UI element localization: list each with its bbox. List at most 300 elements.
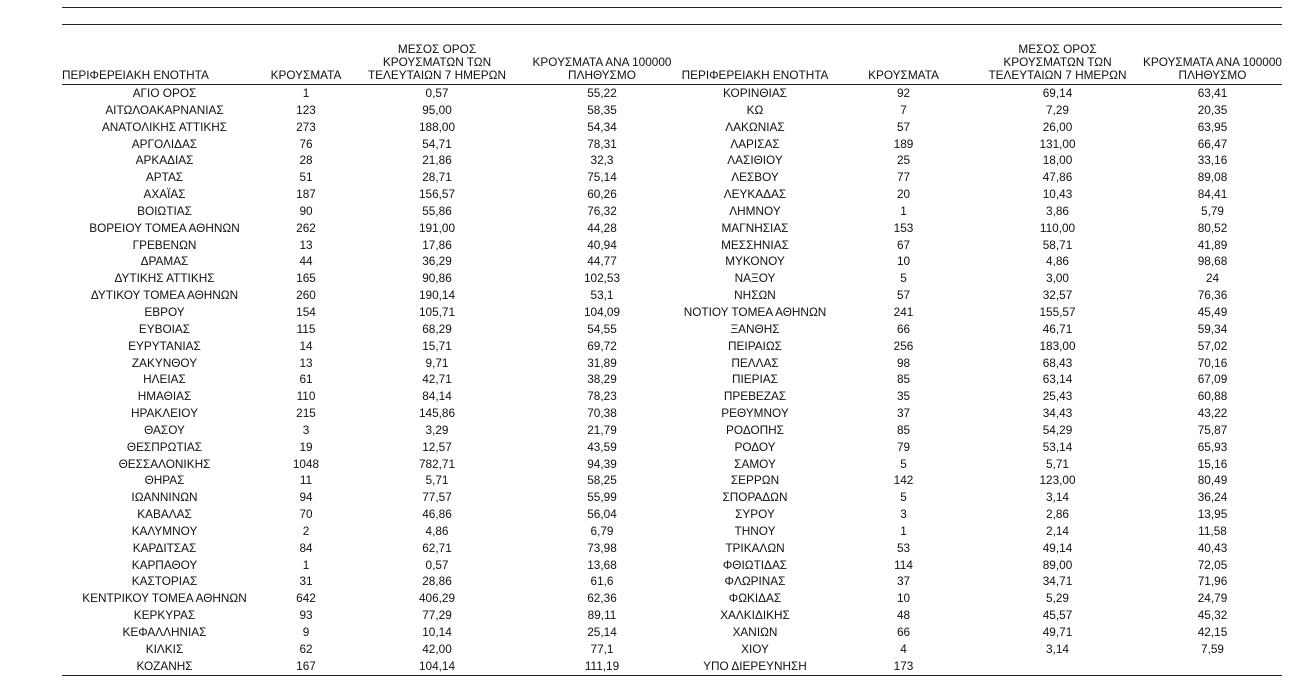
left-region-name-cell: ΘΗΡΑΣ — [144, 473, 185, 488]
left-avg-7day-cell: 406,29 — [418, 591, 456, 606]
left-cases-per-100k-cell: 94,39 — [587, 456, 617, 471]
table-row — [62, 355, 1282, 372]
right-cases-cell: 173 — [893, 658, 914, 673]
left-avg-7day-cell: 104,14 — [418, 658, 456, 673]
right-cases-cell: 57 — [896, 119, 911, 134]
right-region-name-cell: ΣΕΡΡΩΝ — [730, 473, 780, 488]
left-avg-7day-cell: 15,71 — [422, 338, 452, 353]
right-avg-7day-cell: 5,71 — [1046, 456, 1069, 471]
header-avg-right: ΜΕΣΟΣ ΟΡΟΣ ΚΡΟΥΣΜΑΤΩΝ ΤΩΝ ΤΕΛΕΥΤΑΙΩΝ 7 ΗΜΕΡΩΝ — [972, 26, 1143, 85]
left-avg-7day-cell: 77,29 — [422, 608, 452, 623]
left-region-name-cell: ΚΕΝΤΡΙΚΟΥ ΤΟΜΕΑ ΑΘΗΝΩΝ — [82, 591, 247, 606]
right-avg-7day-cell: 47,86 — [1042, 170, 1073, 185]
table-row — [62, 641, 1282, 658]
right-cases-per-100k-cell: 13,95 — [1197, 507, 1228, 522]
right-cases-cell: 153 — [893, 220, 914, 235]
left-cases-cell: 115 — [296, 321, 316, 336]
table-row — [62, 540, 1282, 557]
table-row — [62, 270, 1282, 287]
right-cases-per-100k-cell: 20,35 — [1197, 102, 1228, 117]
left-cases-per-100k-cell: 40,94 — [587, 237, 617, 252]
table-row — [62, 321, 1282, 338]
right-cases-cell: 57 — [896, 288, 911, 303]
table-row — [62, 658, 1282, 675]
table-row — [62, 388, 1282, 405]
left-cases-per-100k-cell: 13,68 — [587, 557, 617, 572]
right-cases-per-100k-cell: 57,02 — [1197, 338, 1228, 353]
right-cases-per-100k-cell: 84,41 — [1197, 187, 1228, 202]
right-cases-cell: 3 — [900, 507, 907, 522]
table-row — [62, 169, 1282, 186]
table-row — [62, 472, 1282, 489]
right-region-name-cell: ΛΕΥΚΑΔΑΣ — [723, 187, 787, 202]
right-avg-7day-cell: 63,14 — [1042, 372, 1073, 387]
left-cases-cell: 31 — [299, 574, 313, 589]
left-avg-7day-cell: 12,57 — [422, 439, 452, 454]
right-cases-cell: 48 — [896, 608, 911, 623]
right-cases-per-100k-cell: 43,22 — [1197, 406, 1228, 421]
right-region-name-cell: ΡΕΘΥΜΝΟΥ — [721, 406, 789, 421]
left-cases-cell: 90 — [299, 203, 313, 218]
right-cases-cell: 5 — [900, 456, 907, 471]
header-region-left: ΠΕΡΙΦΕΡΕΙΑΚΗ ΕΝΟΤΗΤΑ — [62, 26, 267, 85]
bottom-rule — [62, 675, 1282, 676]
table-row — [62, 203, 1282, 220]
left-cases-cell: 187 — [296, 187, 316, 202]
left-avg-7day-cell: 4,86 — [425, 523, 449, 538]
left-avg-7day-cell: 68,29 — [422, 321, 452, 336]
left-cases-per-100k-cell: 31,89 — [587, 355, 617, 370]
left-region-name-cell: ΘΕΣΣΑΛΟΝΙΚΗΣ — [118, 456, 211, 471]
right-cases-cell: 142 — [893, 473, 914, 488]
left-cases-per-100k-cell: 58,35 — [587, 102, 617, 117]
right-cases-per-100k-cell: 33,16 — [1197, 153, 1228, 168]
right-cases-cell: 66 — [896, 321, 911, 336]
left-cases-per-100k-cell: 69,72 — [587, 338, 617, 353]
left-avg-7day-cell: 105,71 — [418, 304, 456, 319]
table-row — [62, 557, 1282, 574]
right-avg-7day-cell: 34,71 — [1042, 574, 1073, 589]
table-row — [62, 489, 1282, 506]
left-cases-per-100k-cell: 104,09 — [583, 304, 621, 319]
right-avg-7day-cell: 25,43 — [1042, 389, 1073, 404]
right-cases-per-100k-cell: 75,87 — [1197, 422, 1228, 437]
left-region-name-cell: ΔΥΤΙΚΟΥ ΤΟΜΕΑ ΑΘΗΝΩΝ — [90, 288, 239, 303]
left-avg-7day-cell: 21,86 — [422, 153, 452, 168]
table-row — [62, 119, 1282, 136]
right-cases-cell: 1 — [900, 523, 907, 538]
table-row — [62, 85, 1282, 102]
left-cases-cell: 93 — [299, 608, 313, 623]
left-cases-per-100k-cell: 77,1 — [590, 641, 614, 656]
right-cases-cell: 1 — [900, 203, 907, 218]
right-avg-7day-cell: 2,14 — [1046, 523, 1069, 538]
left-region-name-cell: ΚΑΡΔΙΤΣΑΣ — [132, 540, 197, 555]
right-region-name-cell: ΥΠΟ ΔΙΕΡΕΥΝΗΣΗ — [703, 658, 807, 673]
right-region-name-cell: ΤΡΙΚΑΛΩΝ — [725, 540, 785, 555]
left-cases-cell: 11 — [299, 473, 313, 488]
right-cases-cell: 114 — [894, 557, 913, 572]
left-cases-per-100k-cell: 6,79 — [590, 523, 614, 538]
right-region-name-cell: ΧΙΟΥ — [741, 641, 769, 656]
right-cases-cell: 37 — [896, 574, 911, 589]
left-cases-per-100k-cell: 78,23 — [587, 389, 617, 404]
left-region-name-cell: ΚΑΒΑΛΑΣ — [137, 507, 192, 522]
right-avg-7day-cell: 45,57 — [1042, 608, 1073, 623]
table-row — [62, 573, 1282, 590]
header-row — [62, 26, 1282, 85]
left-region-name-cell: ΑΓΙΟ ΟΡΟΣ — [132, 86, 197, 100]
left-region-name-cell: ΗΡΑΚΛΕΙΟΥ — [131, 406, 198, 421]
left-cases-per-100k-cell: 62,36 — [587, 591, 617, 606]
right-cases-cell: 241 — [893, 304, 914, 319]
left-region-name-cell: ΚΑΣΤΟΡΙΑΣ — [131, 574, 198, 589]
header-cases-left: ΚΡΟΥΣΜΑΤΑ — [267, 26, 345, 85]
left-cases-cell: 13 — [299, 355, 313, 370]
left-region-name-cell: ΒΟΙΩΤΙΑΣ — [137, 203, 192, 218]
left-region-name-cell: ΗΜΑΘΙΑΣ — [137, 389, 192, 404]
left-avg-7day-cell: 55,86 — [422, 203, 452, 218]
table-row — [62, 371, 1282, 388]
left-avg-7day-cell: 0,57 — [425, 557, 449, 572]
left-avg-7day-cell: 188,00 — [418, 119, 456, 134]
right-avg-7day-cell: 53,14 — [1042, 439, 1073, 454]
right-avg-7day-cell: 131,00 — [1039, 136, 1076, 151]
left-cases-per-100k-cell: 56,04 — [587, 507, 617, 522]
table-row — [62, 152, 1282, 169]
right-cases-per-100k-cell: 98,68 — [1197, 254, 1228, 269]
right-cases-per-100k-cell: 63,41 — [1197, 86, 1228, 100]
right-cases-cell: 92 — [896, 86, 911, 100]
right-avg-7day-cell: 34,43 — [1042, 406, 1073, 421]
table-body — [62, 85, 1282, 675]
right-region-name-cell: ΦΛΩΡΙΝΑΣ — [724, 574, 786, 589]
left-avg-7day-cell: 191,00 — [418, 220, 456, 235]
left-region-name-cell: ΘΑΣΟΥ — [144, 422, 185, 437]
right-region-name-cell: ΠΙΕΡΙΑΣ — [732, 372, 778, 387]
right-region-name-cell: ΛΕΣΒΟΥ — [731, 170, 779, 185]
right-region-name-cell: ΛΑΚΩΝΙΑΣ — [725, 119, 785, 134]
left-region-name-cell: ΑΧΑΪΑΣ — [143, 187, 186, 202]
left-avg-7day-cell: 28,71 — [422, 170, 452, 185]
left-cases-per-100k-cell: 70,38 — [587, 406, 617, 421]
left-region-name-cell: ΚΟΖΑΝΗΣ — [136, 658, 193, 673]
left-cases-cell: 123 — [296, 102, 316, 117]
table-row — [62, 523, 1282, 540]
left-cases-per-100k-cell: 75,14 — [587, 170, 617, 185]
right-cases-cell: 20 — [896, 187, 911, 202]
right-avg-7day-cell: 183,00 — [1039, 338, 1076, 353]
right-region-name-cell: ΡΟΔΟΥ — [734, 439, 776, 454]
left-avg-7day-cell: 28,86 — [422, 574, 452, 589]
right-avg-7day-cell: 89,00 — [1042, 557, 1073, 572]
left-cases-cell: 44 — [299, 254, 313, 269]
right-cases-cell: 37 — [896, 406, 911, 421]
left-region-name-cell: ΕΒΡΟΥ — [144, 304, 185, 319]
right-avg-7day-cell: 3,00 — [1046, 271, 1069, 286]
right-cases-per-100k-cell: 41,89 — [1197, 237, 1228, 252]
left-avg-7day-cell: 90,86 — [422, 271, 452, 286]
left-cases-cell: 1048 — [292, 456, 320, 471]
left-avg-7day-cell: 54,71 — [422, 136, 452, 151]
right-avg-7day-cell: 110,00 — [1039, 220, 1076, 235]
table-row — [62, 590, 1282, 607]
right-cases-per-100k-cell: 45,32 — [1197, 608, 1228, 623]
left-cases-per-100k-cell: 55,22 — [587, 86, 617, 100]
right-cases-per-100k-cell: 76,36 — [1197, 288, 1228, 303]
left-cases-cell: 28 — [299, 153, 313, 168]
right-avg-7day-cell: 26,00 — [1042, 119, 1073, 134]
right-cases-per-100k-cell: 24 — [1205, 271, 1220, 286]
left-cases-per-100k-cell: 89,11 — [587, 608, 617, 623]
right-cases-per-100k-cell: 80,49 — [1197, 473, 1228, 488]
left-avg-7day-cell: 95,00 — [422, 102, 452, 117]
right-region-name-cell: ΞΑΝΘΗΣ — [730, 321, 780, 336]
left-region-name-cell: ΕΥΡΥΤΑΝΙΑΣ — [128, 338, 201, 353]
left-cases-per-100k-cell: 21,79 — [587, 422, 617, 437]
right-avg-7day-cell: 69,14 — [1042, 86, 1073, 100]
left-region-name-cell: ΗΛΕΙΑΣ — [143, 372, 186, 387]
right-avg-7day-cell: 4,86 — [1046, 254, 1069, 269]
right-region-name-cell: ΧΑΝΙΩΝ — [732, 625, 778, 639]
right-cases-per-100k-cell: 65,93 — [1197, 439, 1228, 454]
left-cases-cell: 51 — [299, 170, 313, 185]
right-avg-7day-cell: 46,71 — [1042, 321, 1073, 336]
right-cases-cell: 256 — [893, 338, 914, 353]
left-avg-7day-cell: 77,57 — [422, 490, 452, 505]
left-avg-7day-cell: 9,71 — [425, 355, 449, 370]
table-row — [62, 506, 1282, 523]
right-region-name-cell: ΠΡΕΒΕΖΑΣ — [723, 389, 787, 404]
left-cases-per-100k-cell: 102,53 — [583, 271, 621, 286]
left-avg-7day-cell: 36,29 — [422, 254, 452, 269]
left-cases-cell: 642 — [296, 591, 316, 606]
table-row — [62, 624, 1282, 641]
right-cases-per-100k-cell: 7,59 — [1201, 641, 1224, 656]
right-region-name-cell: ΦΩΚΙΔΑΣ — [728, 591, 782, 606]
header-region-right: ΠΕΡΙΦΕΡΕΙΑΚΗ ΕΝΟΤΗΤΑ — [675, 26, 835, 85]
right-cases-per-100k-cell: 80,52 — [1197, 220, 1228, 235]
left-cases-cell: 3 — [302, 422, 310, 437]
right-cases-cell: 5 — [900, 490, 907, 505]
left-cases-per-100k-cell: 53,1 — [590, 288, 614, 303]
right-cases-cell: 85 — [896, 422, 911, 437]
left-cases-per-100k-cell: 54,55 — [587, 321, 617, 336]
right-avg-7day-cell: 155,57 — [1039, 304, 1076, 319]
left-cases-per-100k-cell: 55,99 — [587, 490, 617, 505]
left-cases-per-100k-cell: 25,14 — [587, 625, 617, 639]
right-region-name-cell: ΦΘΙΩΤΙΔΑΣ — [722, 557, 788, 572]
left-region-name-cell: ΘΕΣΠΡΩΤΙΑΣ — [126, 439, 203, 454]
right-cases-cell: 4 — [900, 641, 907, 656]
header-cases-right: ΚΡΟΥΣΜΑΤΑ — [835, 26, 972, 85]
right-cases-cell: 10 — [896, 254, 911, 269]
right-cases-per-100k-cell: 36,24 — [1197, 490, 1228, 505]
right-cases-per-100k-cell: 24,79 — [1197, 591, 1228, 606]
right-cases-cell: 5 — [900, 271, 907, 286]
left-cases-cell: 70 — [299, 507, 313, 522]
left-cases-cell: 9 — [302, 625, 310, 639]
left-region-name-cell: ΑΡΓΟΛΙΔΑΣ — [131, 136, 198, 151]
right-region-name-cell: ΠΕΙΡΑΙΩΣ — [728, 338, 782, 353]
right-region-name-cell: ΝΟΤΙΟΥ ΤΟΜΕΑ ΑΘΗΝΩΝ — [683, 304, 827, 319]
left-cases-cell: 1 — [302, 86, 310, 100]
header-top-rule — [62, 24, 1282, 25]
top-rule — [62, 7, 1282, 8]
left-avg-7day-cell: 190,14 — [418, 288, 456, 303]
right-region-name-cell: ΚΩ — [746, 102, 764, 117]
right-avg-7day-cell: 68,43 — [1042, 355, 1073, 370]
right-cases-per-100k-cell: 89,08 — [1197, 170, 1228, 185]
right-cases-cell: 66 — [896, 625, 911, 639]
left-avg-7day-cell: 84,14 — [422, 389, 452, 404]
left-cases-cell: 2 — [302, 523, 310, 538]
right-avg-7day-cell: 3,14 — [1046, 641, 1069, 656]
table-row — [62, 405, 1282, 422]
left-region-name-cell: ΚΕΦΑΛΛΗΝΙΑΣ — [122, 625, 207, 639]
left-region-name-cell: ΚΑΡΠΑΘΟΥ — [131, 557, 198, 572]
left-cases-cell: 262 — [296, 220, 316, 235]
table-row — [62, 102, 1282, 119]
left-cases-cell: 154 — [296, 304, 316, 319]
right-region-name-cell: ΤΗΝΟΥ — [734, 523, 776, 538]
right-cases-per-100k-cell — [1143, 658, 1282, 675]
right-avg-7day-cell: 10,43 — [1042, 187, 1073, 202]
right-cases-cell: 7 — [900, 102, 907, 117]
table-row — [62, 439, 1282, 456]
right-cases-per-100k-cell: 60,88 — [1197, 389, 1228, 404]
left-avg-7day-cell: 42,00 — [422, 641, 452, 656]
left-cases-cell: 215 — [296, 406, 316, 421]
right-region-name-cell: ΣΑΜΟΥ — [734, 456, 776, 471]
left-avg-7day-cell: 10,14 — [422, 625, 452, 639]
table-row — [62, 422, 1282, 439]
right-region-name-cell: ΧΑΛΚΙΔΙΚΗΣ — [720, 608, 790, 623]
right-cases-cell: 67 — [896, 237, 911, 252]
right-region-name-cell: ΡΟΔΟΠΗΣ — [726, 422, 784, 437]
left-region-name-cell: ΑΝΑΤΟΛΙΚΗΣ ΑΤΤΙΚΗΣ — [101, 119, 228, 134]
left-cases-per-100k-cell: 61,6 — [590, 574, 614, 589]
right-avg-7day-cell: 58,71 — [1042, 237, 1073, 252]
right-cases-per-100k-cell: 71,96 — [1197, 574, 1228, 589]
right-avg-7day-cell — [972, 658, 1143, 675]
left-cases-cell: 13 — [299, 237, 313, 252]
right-region-name-cell: ΜΥΚΟΝΟΥ — [725, 254, 785, 269]
header-per100k-right: ΚΡΟΥΣΜΑΤΑ ΑΝΑ 100000 ΠΛΗΘΥΣΜΟ — [1143, 26, 1282, 85]
right-avg-7day-cell: 3,14 — [1046, 490, 1069, 505]
left-cases-per-100k-cell: 44,28 — [587, 220, 617, 235]
right-avg-7day-cell: 49,71 — [1042, 625, 1073, 639]
left-cases-cell: 62 — [299, 641, 313, 656]
left-cases-cell: 76 — [299, 136, 313, 151]
table-row — [62, 607, 1282, 624]
left-cases-per-100k-cell: 76,32 — [587, 203, 617, 218]
left-region-name-cell: ΔΡΑΜΑΣ — [140, 254, 189, 269]
right-region-name-cell: ΜΕΣΣΗΝΙΑΣ — [721, 237, 789, 252]
left-cases-cell: 19 — [299, 439, 313, 454]
right-cases-cell: 79 — [896, 439, 911, 454]
right-cases-per-100k-cell: 67,09 — [1197, 372, 1228, 387]
right-cases-per-100k-cell: 70,16 — [1197, 355, 1228, 370]
right-avg-7day-cell: 3,86 — [1046, 203, 1069, 218]
left-avg-7day-cell: 62,71 — [422, 540, 452, 555]
right-region-name-cell: ΛΗΜΝΟΥ — [729, 203, 781, 218]
right-region-name-cell: ΣΠΟΡΑΔΩΝ — [722, 490, 788, 505]
right-region-name-cell: ΝΑΞΟΥ — [734, 271, 776, 286]
right-avg-7day-cell: 54,29 — [1042, 422, 1073, 437]
table-row — [62, 338, 1282, 355]
right-region-name-cell: ΣΥΡΟΥ — [735, 507, 775, 522]
right-region-name-cell: ΝΗΣΩΝ — [734, 288, 776, 303]
left-cases-cell: 84 — [299, 540, 313, 555]
cases-table — [62, 26, 1282, 675]
left-cases-cell: 167 — [296, 658, 316, 673]
left-cases-per-100k-cell: 73,98 — [587, 540, 617, 555]
table-row — [62, 237, 1282, 254]
right-cases-per-100k-cell: 72,05 — [1197, 557, 1228, 572]
left-cases-per-100k-cell: 32,3 — [590, 153, 614, 168]
left-cases-per-100k-cell: 78,31 — [587, 136, 617, 151]
right-avg-7day-cell: 49,14 — [1042, 540, 1073, 555]
right-cases-per-100k-cell: 42,15 — [1197, 625, 1228, 639]
left-region-name-cell: ΓΡΕΒΕΝΩΝ — [132, 237, 197, 252]
left-region-name-cell: ΑΡΤΑΣ — [145, 170, 184, 185]
left-cases-per-100k-cell: 58,25 — [587, 473, 617, 488]
left-avg-7day-cell: 0,57 — [425, 86, 449, 100]
right-cases-cell: 35 — [896, 389, 911, 404]
right-cases-per-100k-cell: 11,58 — [1198, 523, 1227, 538]
table-row — [62, 136, 1282, 153]
right-avg-7day-cell: 5,29 — [1046, 591, 1069, 606]
left-region-name-cell: ΕΥΒΟΙΑΣ — [138, 321, 191, 336]
left-avg-7day-cell: 156,57 — [418, 187, 456, 202]
right-cases-per-100k-cell: 66,47 — [1197, 136, 1228, 151]
right-avg-7day-cell: 7,29 — [1046, 102, 1069, 117]
left-cases-cell: 61 — [299, 372, 313, 387]
table-row — [62, 304, 1282, 321]
table-row — [62, 287, 1282, 304]
right-cases-per-100k-cell: 45,49 — [1197, 304, 1228, 319]
right-cases-per-100k-cell: 63,95 — [1197, 119, 1228, 134]
right-cases-per-100k-cell: 5,79 — [1201, 203, 1224, 218]
left-region-name-cell: ΑΙΤΩΛΟΑΚΑΡΝΑΝΙΑΣ — [105, 102, 224, 117]
left-cases-per-100k-cell: 60,26 — [587, 187, 617, 202]
left-cases-per-100k-cell: 111,19 — [584, 658, 620, 673]
right-cases-per-100k-cell: 59,34 — [1197, 321, 1228, 336]
left-avg-7day-cell: 3,29 — [425, 422, 449, 437]
right-cases-cell: 25 — [896, 153, 911, 168]
left-cases-cell: 94 — [299, 490, 313, 505]
right-region-name-cell: ΛΑΡΙΣΑΣ — [730, 136, 780, 151]
right-avg-7day-cell: 18,00 — [1042, 153, 1073, 168]
left-region-name-cell: ΙΩΑΝΝΙΝΩΝ — [131, 490, 198, 505]
right-avg-7day-cell: 2,86 — [1046, 507, 1069, 522]
left-region-name-cell: ΚΙΛΚΙΣ — [145, 641, 184, 656]
left-cases-per-100k-cell: 54,34 — [587, 119, 617, 134]
right-cases-cell: 10 — [896, 591, 911, 606]
left-region-name-cell: ΑΡΚΑΔΙΑΣ — [135, 153, 194, 168]
right-cases-cell: 98 — [896, 355, 911, 370]
table-row — [62, 253, 1282, 270]
table-row — [62, 456, 1282, 473]
left-region-name-cell: ΚΕΡΚΥΡΑΣ — [133, 608, 196, 623]
right-cases-per-100k-cell: 40,43 — [1197, 540, 1228, 555]
left-cases-cell: 273 — [296, 119, 316, 134]
left-avg-7day-cell: 42,71 — [422, 372, 452, 387]
left-cases-cell: 165 — [296, 271, 316, 286]
left-cases-cell: 260 — [296, 288, 316, 303]
right-cases-cell: 189 — [893, 136, 914, 151]
